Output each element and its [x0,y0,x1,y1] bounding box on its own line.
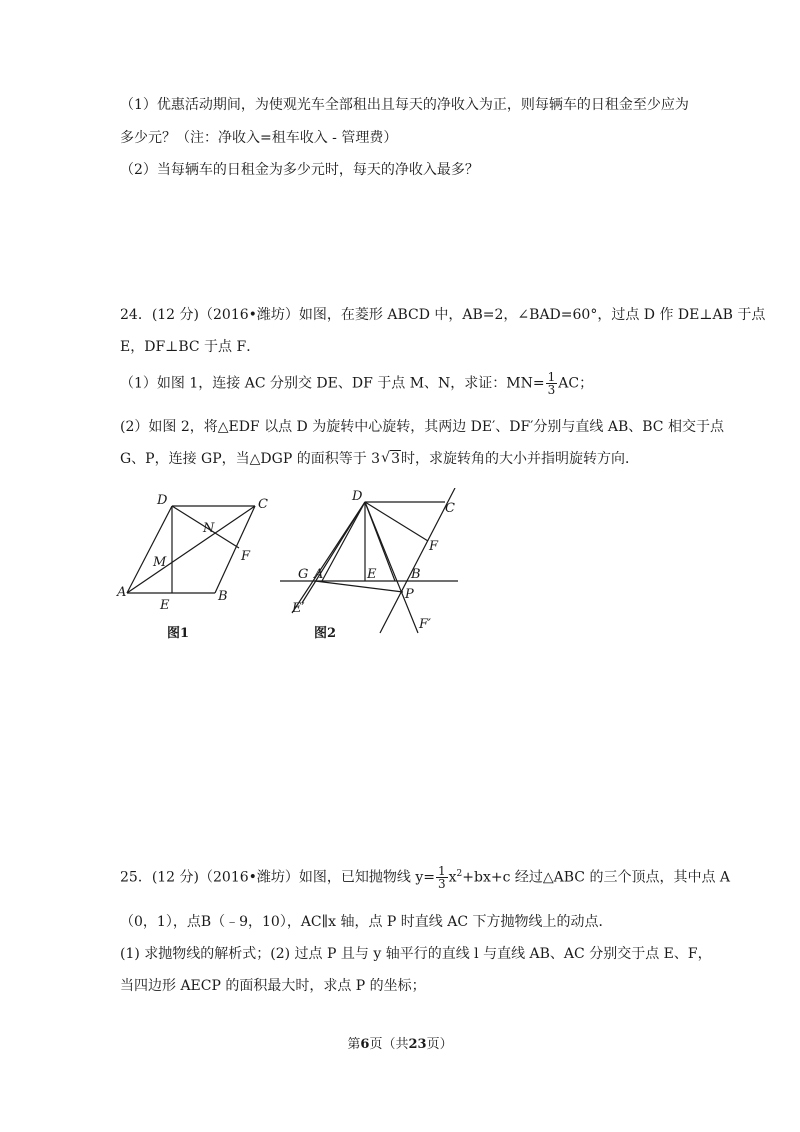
q24-part2-tail: 时，求旋转角的大小并指明旋转方向． [400,451,639,467]
fig2-label-e: E [367,567,377,582]
q24-intro-line1: 24．(12 分)（2016•潍坊）如图，在菱形 ABCD 中，AB=2，∠BAD=60°，过点 D 作 DE⊥AB 于点 [120,307,766,323]
q24-sqrt-radicand: 3 [391,451,400,467]
fig2-label-d: D [352,489,363,504]
q25-line4: 当四边形 AECP 的面积最大时，求点 P 的坐标； [120,978,426,994]
fig2-label-f: F [429,539,439,554]
fig1-label-c: C [258,497,268,512]
q25-exponent: 2 [456,869,463,879]
fig2-caption: 图2 [314,626,337,641]
fig1-caption: 图1 [167,626,190,641]
fig2-segment-gp [315,581,403,592]
q24-fraction [546,371,558,396]
figure-1 [115,490,275,615]
page-footer [0,1033,800,1052]
q24-sqrt [381,449,401,469]
q25-line2: （0，1），点B（﹣9，10），AC∥x 轴，点 P 时直线 AC 下方抛物线上的动点． [120,914,613,930]
fig1-label-m: M [153,555,167,570]
q24-part1-tail: AC； [558,375,594,392]
q24-fraction-num: 1 [547,370,556,384]
fig1-label-b: B [218,589,228,604]
q24-part1-text: （1）如图 1，连接 AC 分别交 DE、DF 于点 M、N，求证：MN= [120,375,545,392]
q25-fraction [436,865,448,890]
q24-fraction-den: 3 [547,383,556,397]
q24-part2-line1: (2）如图 2，将△EDF 以点 D 为旋转中心旋转，其两边 DE′、DF′分别与直线 AB、BC 相交于点 [120,419,724,435]
q25-line3: (1) 求抛物线的解析式；(2) 过点 P 且与 y 轴平行的直线 l 与直线 AB、AC 分别交于点 E、F， [120,946,712,962]
fig2-segment-da [322,502,365,581]
fig1-label-a: A [117,585,127,600]
fig2-label-g: G [298,567,309,582]
footer-prefix: 第 [347,1037,361,1052]
q25-fraction-num: 1 [437,864,446,879]
q25-fraction-den: 3 [437,877,446,892]
fig1-side-ad [127,506,172,593]
fig2-label-f-prime: F′ [419,617,431,632]
q24-part2-line2 [120,449,639,469]
fig2-line-bc [380,488,455,633]
fig1-label-n: N [203,521,215,536]
fig2-ray-de-prime [292,502,365,613]
figure-2 [280,488,470,643]
q24-intro-line2: E，DF⊥BC 于点 F． [120,339,261,355]
q23-part2: （2）当每辆车的日租金为多少元时，每天的净收入最多？ [120,162,479,178]
fig2-label-c: C [445,501,455,516]
fig2-label-p: P [405,587,414,602]
footer-middle: 页（共 [369,1037,409,1052]
q25-intro-text: 25．(12 分)（2016•潍坊）如图，已知抛物线 y= [120,869,435,886]
fig1-diagonal-ac [127,506,255,593]
fig2-label-e-prime: E′ [292,601,305,616]
q25-x: x [448,869,457,886]
fig1-label-e: E [160,598,170,613]
footer-suffix: 页） [426,1037,453,1052]
footer-page-number: 6 [360,1037,370,1052]
q25-intro [120,864,730,890]
q25-intro-tail: +bx+c 经过△ABC 的三个顶点，其中点 A [462,869,731,886]
q24-part1 [120,371,593,396]
q24-part2-text: G、P，连接 GP，当△DGP 的面积等于 3 [120,451,381,467]
fig2-label-a: A [314,567,324,582]
footer-total-pages: 23 [408,1037,427,1052]
fig2-label-b: B [411,567,421,582]
q23-part1-line2: 多少元？（注：净收入=租车收入 - 管理费） [120,130,398,146]
fig2-segment-df [365,502,428,541]
q23-part1-line1: （1）优惠活动期间，为使观光车全部租出且每天的净收入为正，则每辆车的日租金至少应为 [120,97,689,113]
fig1-label-f: F [241,549,251,564]
fig1-label-d: D [157,493,168,508]
